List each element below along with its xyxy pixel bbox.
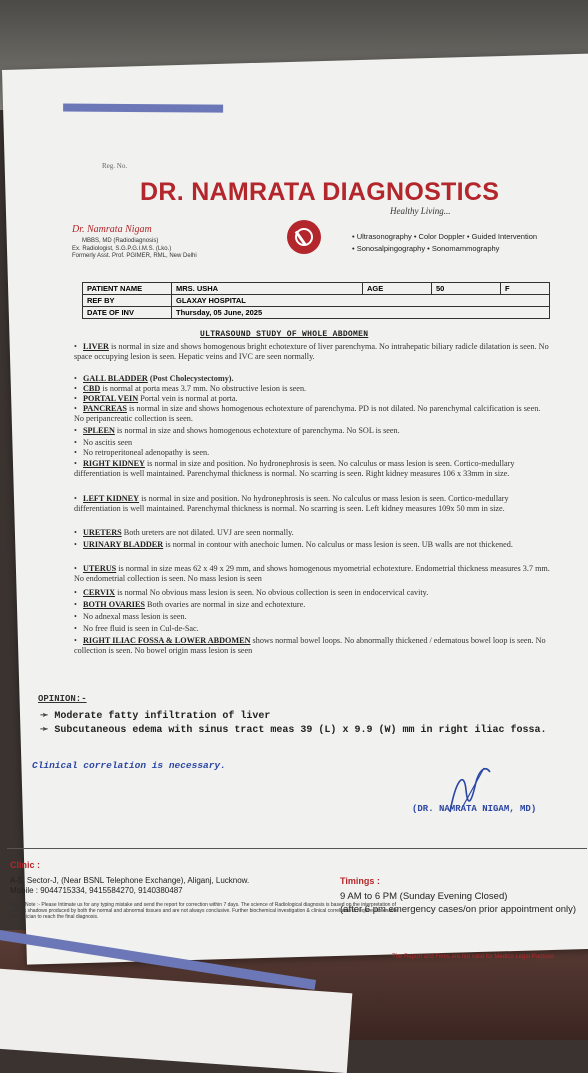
kindly-note: Kindly Note :- Please Intimate us for any typing mistake and send the report for correction within 7 days. The science of Radiological diagnosis is based on the interpretation of various shadows produced by both the normal and abnormal tissues and are not always conclusive. Further biochemical investigation & clinical correlation is required to enable the clinician to reach the final diagnosis. bbox=[9, 902, 398, 920]
patient-name: MRS. USHA bbox=[172, 283, 363, 295]
clinic-tagline: Healthy Living... bbox=[390, 206, 451, 216]
finding-item: • CBD is normal at porta meas 3.7 mm. No obstructive lesion is seen. bbox=[74, 384, 307, 393]
ref-by: GLAXAY HOSPITAL bbox=[172, 295, 550, 307]
services-line-1: • Ultrasonography • Color Doppler • Guided Intervention bbox=[352, 232, 538, 241]
bullet-arrow-icon: ➛ bbox=[40, 711, 49, 722]
report-content bbox=[2, 70, 588, 965]
age-label: AGE bbox=[363, 283, 432, 295]
finding-item: • BOTH OVARIES Both ovaries are normal in size and echotexture. bbox=[74, 600, 306, 609]
finding-item: • No adnexal mass lesion is seen. bbox=[74, 612, 187, 621]
mobile-numbers: Mobile : 9044715334, 9415584270, 9140380487 bbox=[10, 886, 183, 895]
credential-pgimer: Formerly Asst. Prof. PGIMER, RML, New Delhi bbox=[72, 253, 197, 259]
services-line-2: • Sonosalpingography • Sonomammography bbox=[352, 244, 500, 253]
finding-item: • GALL BLADDER (Post Cholecystectomy). bbox=[74, 374, 234, 383]
credential-sgpgi: Ex. Radiologist, S.G.P.G.I.M.S. (Lko.) bbox=[72, 246, 172, 252]
credential-degree: MBBS, MD (Radiodiagnosis) bbox=[82, 238, 159, 244]
finding-item: • LIVER is normal in size and shows homogenous bright echotexture of liver parenchyma. No intrahepatic biliary radicle dilatation is seen. No space occupying lesion is seen. Hepatic veins and IVC are seen normally. bbox=[74, 342, 549, 361]
ref-label: REF BY bbox=[83, 295, 172, 307]
finding-item: • No ascitis seen bbox=[74, 438, 133, 447]
footer-divider bbox=[7, 848, 587, 849]
patient-name-label: PATIENT NAME bbox=[83, 283, 172, 295]
report-sheet bbox=[2, 53, 588, 964]
timings-hours: 9 AM to 6 PM (Sunday Evening Closed) bbox=[340, 891, 508, 902]
finding-item: • LEFT KIDNEY is normal in size and position. No hydronephrosis is seen. No calculus or mass lesion is seen. Cortico-medullary differentiation is well maintained. Parenchymal thickness is normal. No scarring is seen. Left kidney measures 109x 50 mm in size. bbox=[74, 494, 509, 513]
signatory-name: (DR. NAMRATA NIGAM, MD) bbox=[412, 803, 537, 814]
finding-item: • CERVIX is normal No obvious mass lesion is seen. No obvious collection is seen in endocervical cavity. bbox=[74, 588, 429, 597]
timings-block bbox=[340, 890, 588, 916]
opinion-item: ➛ Moderate fatty infiltration of liver bbox=[40, 711, 271, 722]
opinion-item: ➛ Subcutaneous edema with sinus tract meas 39 (L) x 9.9 (W) mm in right iliac fossa. bbox=[40, 725, 547, 736]
finding-item: • PORTAL VEIN Portal vein is normal at porta. bbox=[74, 394, 238, 403]
doctor-name: Dr. Namrata Nigam bbox=[72, 224, 152, 235]
legal-note: The Report and Films are not valid for Medico Legal Purpose bbox=[392, 954, 555, 960]
date-label: DATE OF INV bbox=[83, 307, 172, 319]
timings-heading: Timings : bbox=[340, 876, 380, 886]
clinical-correlation-note: Clinical correlation is necessary. bbox=[32, 760, 226, 771]
finding-item: • No free fluid is seen in Cul-de-Sac. bbox=[74, 624, 199, 633]
finding-item: • RIGHT KIDNEY is normal in size and position. No hydronephrosis is seen. No calculus or mass lesion is seen. Cortico-medullary differentiation is well maintained. Parenchymal thickness is normal. No scarring is seen. Right kidney measures 106 x 33mm in size. bbox=[74, 459, 515, 478]
finding-item: • PANCREAS is normal in size and shows homogenous echotexture of parenchyma. PD is not dilated. No parenchymal calcification is seen. No peripancreatic collection is seen. bbox=[74, 404, 541, 423]
bullet-arrow-icon: ➛ bbox=[40, 725, 49, 736]
clinic-title: DR. NAMRATA DIAGNOSTICS bbox=[140, 178, 500, 206]
opinion-heading: OPINION:- bbox=[38, 694, 87, 704]
patient-age: 50 bbox=[432, 283, 501, 295]
finding-item: • SPLEEN is normal in size and shows homogenous echotexture of parenchyma. No SOL is seen. bbox=[74, 426, 400, 435]
patient-info-table bbox=[82, 282, 550, 319]
timings-emergency: (after 6 pm emergency cases/on prior appointment only) bbox=[340, 904, 577, 915]
address-line: A-5, Sector-J, (Near BSNL Telephone Exchange), Aliganj, Lucknow. bbox=[9, 876, 250, 885]
finding-item: • UTERUS is normal in size meas 62 x 49 x 29 mm, and shows homogenous myometrial echotexture. Endometrial thickness measures 3.7 mm. No endometrial collection is seen. No mass lesion is seen bbox=[74, 564, 550, 583]
inv-date: Thursday, 05 June, 2025 bbox=[172, 307, 550, 319]
clinic-heading: Clinic : bbox=[9, 860, 41, 870]
finding-item: • URINARY BLADDER is normal in contour with anechoic lumen. No calculus or mass lesion is seen. UB walls are not thickened. bbox=[74, 540, 513, 549]
clinic-address bbox=[10, 876, 249, 896]
patient-sex: F bbox=[501, 283, 550, 295]
study-title: ULTRASOUND STUDY OF WHOLE ABDOMEN bbox=[200, 330, 369, 339]
reg-no-label: Reg. No. bbox=[102, 162, 128, 170]
finding-item: • URETERS Both ureters are not dilated. UVJ are seen normally. bbox=[74, 528, 294, 537]
clinic-logo-icon bbox=[287, 220, 321, 254]
finding-item: • RIGHT ILIAC FOSSA & LOWER ABDOMEN shows normal bowel loops. No abnormally thickened / edematous bowel loop is seen. No collection is seen. No bowel origin mass lesion is seen bbox=[74, 636, 546, 655]
finding-item: • No retroperitoneal adenopathy is seen. bbox=[74, 448, 210, 457]
